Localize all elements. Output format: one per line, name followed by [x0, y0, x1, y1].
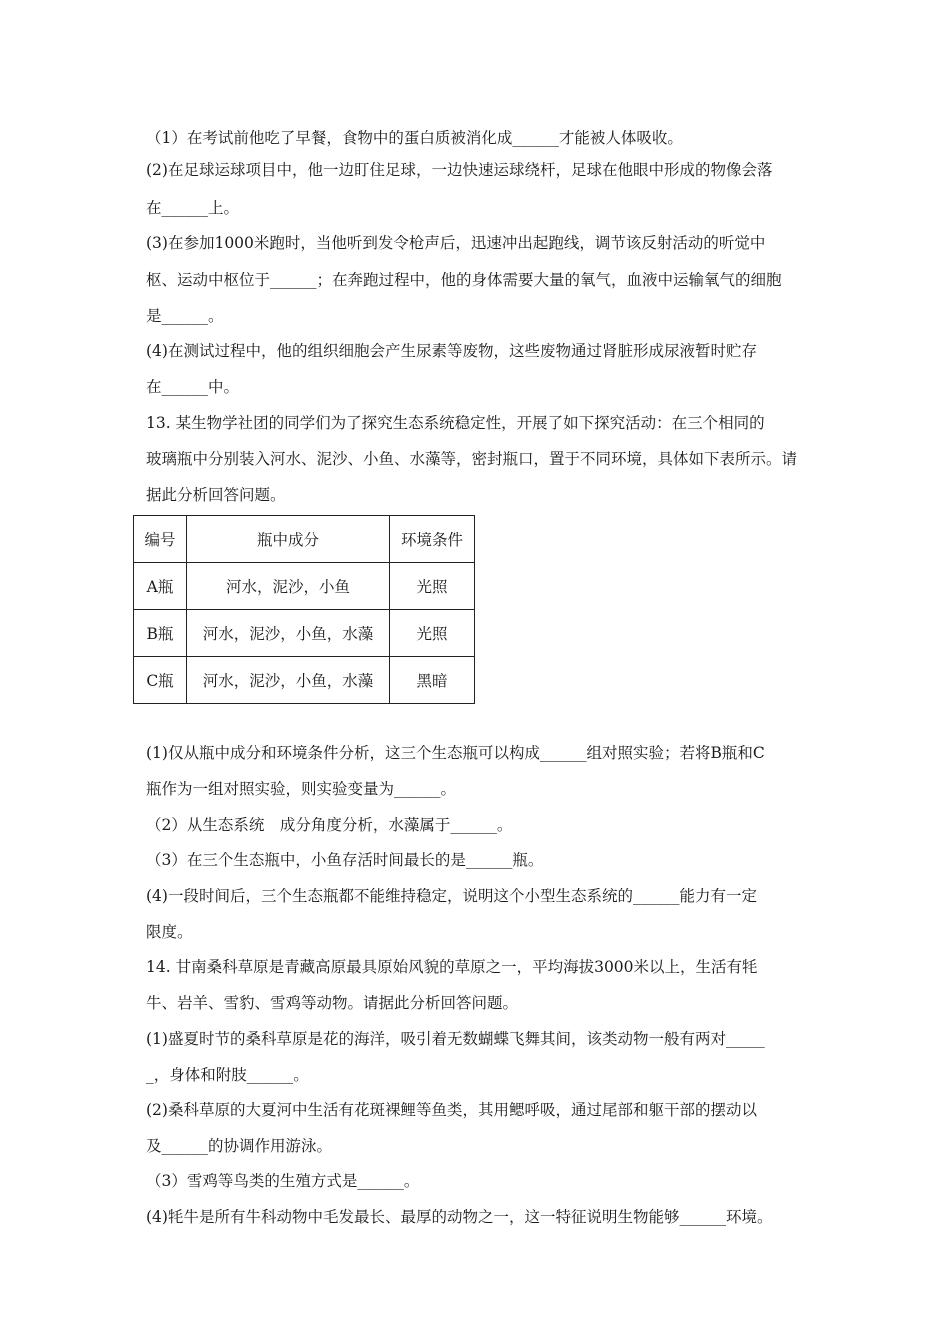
experiment-table [133, 515, 475, 704]
table-row [134, 563, 475, 610]
q13-part4-line2: 限度。 [146, 923, 193, 941]
q13-part1-line2: 瓶作为一组对照实验，则实验变量为______。 [146, 780, 457, 798]
table-cell: 黑暗 [390, 657, 475, 704]
q13-stem-line2: 玻璃瓶中分别装入河水、泥沙、小鱼、水藻等，密封瓶口，置于不同环境，具体如下表所示。请 [146, 450, 798, 468]
q13-stem-line3: 据此分析回答问题。 [146, 486, 286, 504]
q14-part4: (4)牦牛是所有牛科动物中毛发最长、最厚的动物之一，这一特征说明生物能够______环境。 [146, 1208, 773, 1226]
q12-part4-line1: (4)在测试过程中，他的组织细胞会产生尿素等废物，这些废物通过肾脏形成尿液暂时贮存 [146, 342, 757, 360]
q12-part4-line2: 在______中。 [146, 378, 240, 396]
q13-part3: （3）在三个生态瓶中，小鱼存活时间最长的是______瓶。 [146, 851, 544, 869]
table-cell: B瓶 [134, 610, 187, 657]
header-cell: 编号 [134, 516, 187, 563]
header-cell: 瓶中成分 [187, 516, 390, 563]
q12-part1: （1）在考试前他吃了早餐，食物中的蛋白质被消化成______才能被人体吸收。 [146, 129, 683, 147]
q14-part3: （3）雪鸡等鸟类的生殖方式是______。 [146, 1172, 420, 1190]
q14-stem-line1: 14. 甘南桑科草原是青藏高原最具原始风貌的草原之一，平均海拔3000米以上，生活有牦 [146, 958, 758, 976]
q14-part1-line1: (1)盛夏时节的桑科草原是花的海洋，吸引着无数蝴蝶飞舞其间，该类动物一般有两对_____ [146, 1030, 765, 1048]
table-cell: C瓶 [134, 657, 187, 704]
q14-part2-line1: (2)桑科草原的大夏河中生活有花斑裸鲤等鱼类，其用鳃呼吸，通过尾部和躯干部的摆动以 [146, 1101, 757, 1119]
table-cell: 河水，泥沙，小鱼，水藻 [187, 657, 390, 704]
q13-stem-line1: 13. 某生物学社团的同学们为了探究生态系统稳定性，开展了如下探究活动：在三个相同的 [146, 414, 765, 432]
table-header-row [134, 516, 475, 563]
q12-part2-line1: (2)在足球运球项目中，他一边盯住足球，一边快速运球绕杆，足球在他眼中形成的物像会落 [146, 161, 773, 179]
q13-part4-line1: (4)一段时间后，三个生态瓶都不能维持稳定，说明这个小型生态系统的______能力有一定 [146, 887, 757, 905]
q12-part2-line2: 在______上。 [146, 199, 240, 217]
header-cell: 环境条件 [390, 516, 475, 563]
q12-part3-line2: 枢、运动中枢位于______；在奔跑过程中，他的身体需要大量的氧气，血液中运输氧气的细胞 [146, 271, 782, 289]
q14-stem-line2: 牛、岩羊、雪豹、雪鸡等动物。请据此分析回答问题。 [146, 994, 519, 1012]
q13-part1-line1: (1)仅从瓶中成分和环境条件分析，这三个生态瓶可以构成______组对照实验；若将B瓶和C [146, 744, 765, 762]
table-cell: 河水，泥沙，小鱼 [187, 563, 390, 610]
table-cell: 光照 [390, 610, 475, 657]
q13-part2: （2）从生态系统 成分角度分析，水藻属于______。 [146, 816, 513, 834]
table-row [134, 657, 475, 704]
q14-part1-line2: _，身体和附肢______。 [146, 1066, 309, 1084]
q12-part3-line3: 是______。 [146, 307, 224, 325]
q12-part3-line1: (3)在参加1000米跑时，当他听到发令枪声后，迅速冲出起跑线，调节该反射活动的听觉中 [146, 234, 766, 252]
q14-part2-line2: 及______的协调作用游泳。 [146, 1137, 333, 1155]
table-cell: A瓶 [134, 563, 187, 610]
table-row [134, 610, 475, 657]
table-cell: 光照 [390, 563, 475, 610]
table-cell: 河水，泥沙，小鱼，水藻 [187, 610, 390, 657]
